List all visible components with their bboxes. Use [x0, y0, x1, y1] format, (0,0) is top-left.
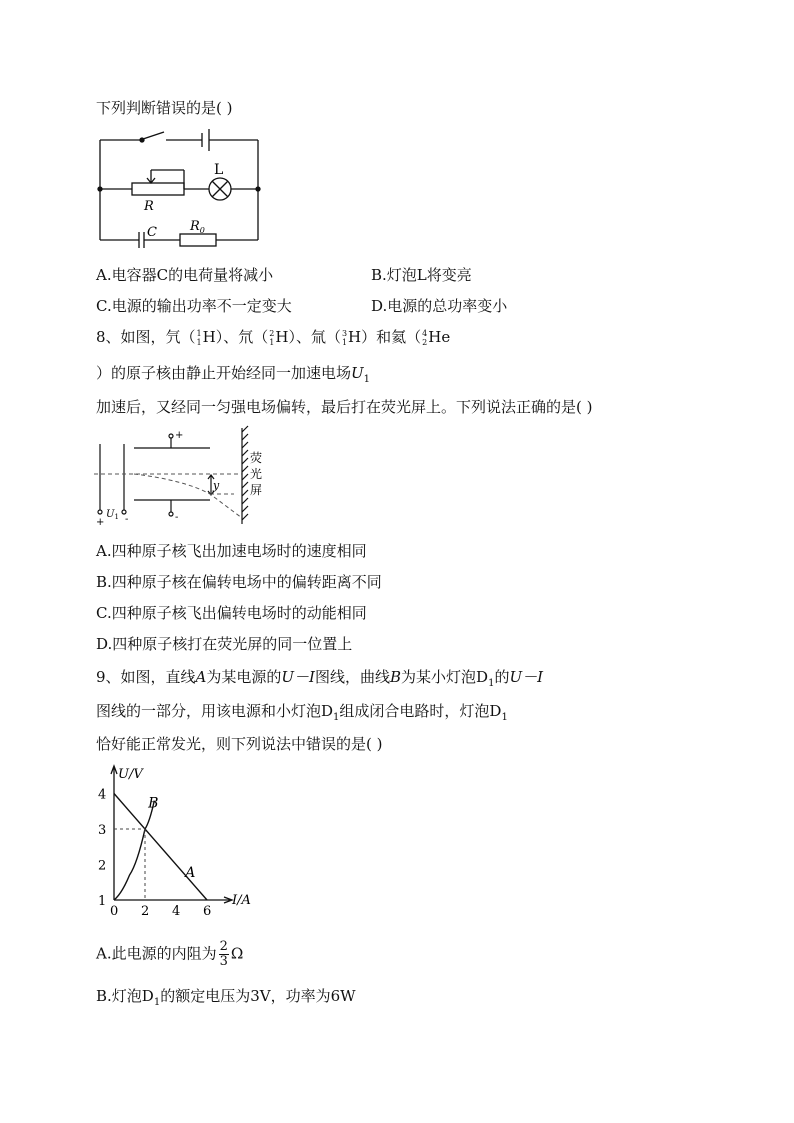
q9-stem-line2: 图线的一部分，用该电源和小灯泡$D_1$组成闭合电路时，灯泡$D_1$ — [96, 702, 508, 723]
q7-option-a: A.电容器C的电荷量将减小 — [96, 266, 274, 284]
x-tick-label-4: 4 — [172, 904, 181, 919]
rheostat-label: R — [144, 199, 154, 214]
screen-label-3: 屏 — [250, 483, 263, 497]
y-axis-title: U/V — [118, 767, 143, 782]
y-tick-label-4: 4 — [98, 787, 107, 803]
plate-minus-label: - — [175, 512, 179, 523]
source-plus-label: + — [96, 517, 105, 528]
q8-stem-line1: 8、如图，氕（ 1 1 H）、氘（ 2 1 H）、氚（ 3 1 H）和氦（ 4 2 He — [96, 328, 451, 347]
q9-ui-chart — [96, 762, 266, 922]
u1-label: $U_1$ — [106, 509, 119, 521]
q7-option-b: B.灯泡L将变亮 — [371, 266, 472, 284]
series-line-A — [114, 794, 207, 901]
q8-stem-line2: ）的原子核由静止开始经同一加速电场$U_1$ — [96, 364, 371, 385]
q8-stem-line3: 加速后，又经同一匀强电场偏转，最后打在荧光屏上。下列说法正确的是( ) — [96, 398, 593, 416]
x-tick-label-0: 0 — [110, 904, 119, 919]
x-tick-label-6: 6 — [203, 904, 212, 919]
series-label-A: A — [185, 864, 196, 881]
capacitor-label: C — [147, 225, 157, 240]
q9-stem-line3: 恰好能正常发光，则下列说法中错误的是( ) — [96, 735, 383, 753]
y-tick-label-3: 3 — [98, 823, 107, 838]
screen-label-1: 荧 — [250, 451, 263, 465]
q8-deflection-diagram — [94, 426, 274, 526]
fraction-two-thirds: $\frac{2}{3}$ — [219, 939, 228, 969]
q8-option-c: C.四种原子核飞出偏转电场时的动能相同 — [96, 604, 367, 622]
q8-option-b: B.四种原子核在偏转电场中的偏转距离不同 — [96, 573, 382, 591]
series-label-B: B — [148, 795, 159, 812]
q7-option-d: D.电源的总功率变小 — [371, 297, 508, 315]
plate-plus-label: + — [175, 430, 184, 441]
q9-option-b: B.灯泡$D_1$的额定电压为3V，功率为6W — [96, 987, 356, 1008]
source-minus-label: - — [125, 514, 129, 525]
y-tick-label-1: 1 — [98, 894, 107, 909]
lamp-label: L — [214, 162, 224, 178]
series-line-B — [114, 801, 154, 900]
x-tick-label-2: 2 — [141, 904, 150, 919]
q7-option-c: C.电源的输出功率不一定变大 — [96, 297, 292, 315]
q9-option-a: A.此电源的内阻为 $\frac{2}{3}$ Ω — [96, 939, 244, 969]
q8-option-a: A.四种原子核飞出加速电场时的速度相同 — [96, 542, 367, 560]
resistor-r0-label: $R_0$ — [190, 219, 205, 235]
x-axis-title: I/A — [232, 893, 251, 908]
q7-circuit-diagram — [96, 126, 266, 252]
y-tick-label-2: 2 — [98, 858, 107, 874]
q9-stem-line1: 9、如图，直线A为某电源的U－I图线，曲线B为某小灯泡$D_1$的U－I — [96, 668, 544, 689]
q7-stem: 下列判断错误的是( ) — [96, 99, 233, 117]
deflection-y-label: y — [213, 479, 220, 492]
q8-option-d: D.四种原子核打在荧光屏的同一位置上 — [96, 635, 353, 653]
screen-label-2: 光 — [250, 467, 263, 481]
